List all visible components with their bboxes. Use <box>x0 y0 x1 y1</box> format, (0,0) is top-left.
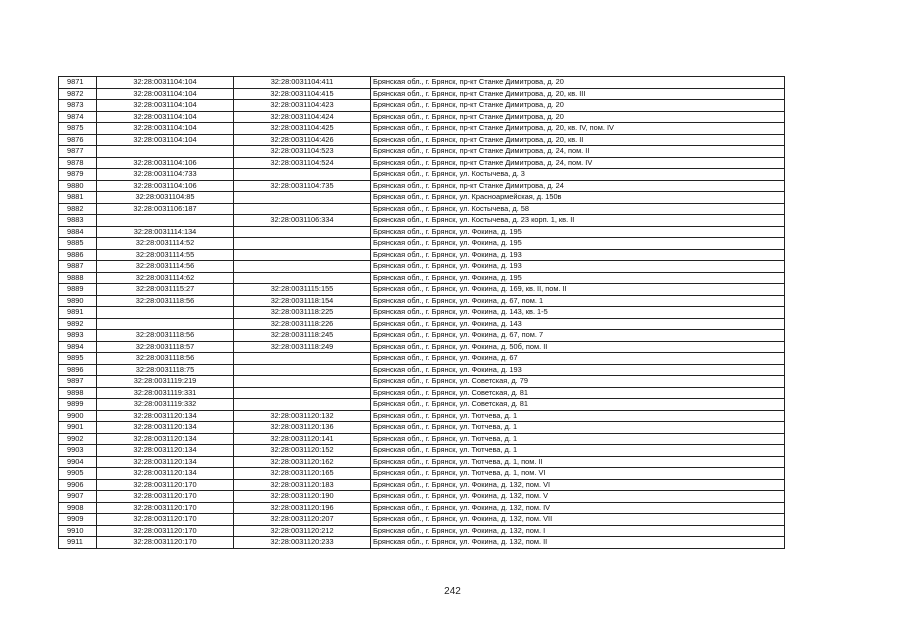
object-cadastral-number-cell: 32:28:0031104:426 <box>234 134 371 146</box>
land-cadastral-number-cell: 32:28:0031119:331 <box>97 387 234 399</box>
object-cadastral-number-cell: 32:28:0031118:249 <box>234 341 371 353</box>
address-cell: Брянская обл., г. Брянск, ул. Фокина, д. 132, пом. I <box>371 525 785 537</box>
table-row <box>59 433 785 445</box>
address-cell: Брянская обл., г. Брянск, ул. Советская, д. 81 <box>371 387 785 399</box>
address-cell: Брянская обл., г. Брянск, пр-кт Станке Димитрова, д. 20, кв. III <box>371 88 785 100</box>
land-cadastral-number-cell: 32:28:0031120:134 <box>97 410 234 422</box>
land-cadastral-number-cell: 32:28:0031104:104 <box>97 123 234 135</box>
object-cadastral-number-cell <box>234 249 371 261</box>
land-cadastral-number-cell <box>97 146 234 158</box>
table-row <box>59 537 785 549</box>
address-cell: Брянская обл., г. Брянск, пр-кт Станке Димитрова, д. 20, кв. IV, пом. IV <box>371 123 785 135</box>
table-row <box>59 100 785 112</box>
object-cadastral-number-cell: 32:28:0031104:735 <box>234 180 371 192</box>
object-cadastral-number-cell: 32:28:0031104:524 <box>234 157 371 169</box>
table-row <box>59 399 785 411</box>
address-cell: Брянская обл., г. Брянск, ул. Фокина, д. 143, кв. 1-5 <box>371 307 785 319</box>
object-cadastral-number-cell: 32:28:0031120:136 <box>234 422 371 434</box>
table-row <box>59 111 785 123</box>
table-row <box>59 272 785 284</box>
row-number-cell: 9890 <box>59 295 97 307</box>
row-number-cell: 9878 <box>59 157 97 169</box>
row-number-cell: 9875 <box>59 123 97 135</box>
object-cadastral-number-cell: 32:28:0031120:165 <box>234 468 371 480</box>
table-row <box>59 77 785 89</box>
object-cadastral-number-cell <box>234 169 371 181</box>
address-cell: Брянская обл., г. Брянск, ул. Фокина, д. 193 <box>371 249 785 261</box>
land-cadastral-number-cell: 32:28:0031114:52 <box>97 238 234 250</box>
table-row <box>59 514 785 526</box>
land-cadastral-number-cell: 32:28:0031104:104 <box>97 111 234 123</box>
row-number-cell: 9886 <box>59 249 97 261</box>
object-cadastral-number-cell: 32:28:0031120:212 <box>234 525 371 537</box>
land-cadastral-number-cell: 32:28:0031104:104 <box>97 77 234 89</box>
address-cell: Брянская обл., г. Брянск, ул. Костычева, д. 58 <box>371 203 785 215</box>
object-cadastral-number-cell: 32:28:0031104:424 <box>234 111 371 123</box>
address-cell: Брянская обл., г. Брянск, ул. Фокина, д. 132, пом. IV <box>371 502 785 514</box>
object-cadastral-number-cell <box>234 387 371 399</box>
land-cadastral-number-cell: 32:28:0031104:104 <box>97 134 234 146</box>
table-row <box>59 284 785 296</box>
address-cell: Брянская обл., г. Брянск, ул. Тютчева, д. 1, пом. II <box>371 456 785 468</box>
row-number-cell: 9909 <box>59 514 97 526</box>
object-cadastral-number-cell <box>234 261 371 273</box>
object-cadastral-number-cell <box>234 272 371 284</box>
object-cadastral-number-cell <box>234 203 371 215</box>
object-cadastral-number-cell: 32:28:0031120:207 <box>234 514 371 526</box>
table-row <box>59 364 785 376</box>
land-cadastral-number-cell <box>97 307 234 319</box>
table-row <box>59 318 785 330</box>
land-cadastral-number-cell: 32:28:0031106:187 <box>97 203 234 215</box>
row-number-cell: 9900 <box>59 410 97 422</box>
table-row <box>59 169 785 181</box>
table-row <box>59 353 785 365</box>
land-cadastral-number-cell: 32:28:0031115:27 <box>97 284 234 296</box>
address-cell: Брянская обл., г. Брянск, ул. Фокина, д. 132, пом. VII <box>371 514 785 526</box>
row-number-cell: 9894 <box>59 341 97 353</box>
land-cadastral-number-cell: 32:28:0031120:170 <box>97 479 234 491</box>
row-number-cell: 9881 <box>59 192 97 204</box>
table-row <box>59 249 785 261</box>
object-cadastral-number-cell: 32:28:0031120:152 <box>234 445 371 457</box>
address-cell: Брянская обл., г. Брянск, ул. Костычева, д. 23 корп. 1, кв. II <box>371 215 785 227</box>
table-row <box>59 376 785 388</box>
table-row <box>59 330 785 342</box>
table-body <box>59 77 785 549</box>
row-number-cell: 9903 <box>59 445 97 457</box>
table-row <box>59 192 785 204</box>
row-number-cell: 9887 <box>59 261 97 273</box>
table-row <box>59 468 785 480</box>
address-cell: Брянская обл., г. Брянск, ул. Фокина, д. 67, пом. 1 <box>371 295 785 307</box>
address-cell: Брянская обл., г. Брянск, ул. Советская, д. 81 <box>371 399 785 411</box>
row-number-cell: 9884 <box>59 226 97 238</box>
address-cell: Брянская обл., г. Брянск, пр-кт Станке Димитрова, д. 20, кв. II <box>371 134 785 146</box>
row-number-cell: 9907 <box>59 491 97 503</box>
table-row <box>59 387 785 399</box>
table-row <box>59 341 785 353</box>
table-row <box>59 157 785 169</box>
land-cadastral-number-cell: 32:28:0031120:134 <box>97 468 234 480</box>
row-number-cell: 9872 <box>59 88 97 100</box>
address-cell: Брянская обл., г. Брянск, ул. Фокина, д. 193 <box>371 261 785 273</box>
table-row <box>59 146 785 158</box>
row-number-cell: 9871 <box>59 77 97 89</box>
address-cell: Брянская обл., г. Брянск, ул. Фокина, д. 132, пом. V <box>371 491 785 503</box>
row-number-cell: 9888 <box>59 272 97 284</box>
table-row <box>59 203 785 215</box>
address-cell: Брянская обл., г. Брянск, ул. Тютчева, д. 1 <box>371 410 785 422</box>
row-number-cell: 9899 <box>59 399 97 411</box>
row-number-cell: 9874 <box>59 111 97 123</box>
land-cadastral-number-cell: 32:28:0031120:170 <box>97 491 234 503</box>
row-number-cell: 9873 <box>59 100 97 112</box>
object-cadastral-number-cell: 32:28:0031104:415 <box>234 88 371 100</box>
object-cadastral-number-cell: 32:28:0031120:132 <box>234 410 371 422</box>
table-row <box>59 123 785 135</box>
land-cadastral-number-cell: 32:28:0031104:104 <box>97 88 234 100</box>
table-row <box>59 134 785 146</box>
row-number-cell: 9891 <box>59 307 97 319</box>
land-cadastral-number-cell: 32:28:0031120:134 <box>97 456 234 468</box>
table-row <box>59 215 785 227</box>
land-cadastral-number-cell: 32:28:0031120:134 <box>97 445 234 457</box>
address-cell: Брянская обл., г. Брянск, ул. Фокина, д. 132, пом. VI <box>371 479 785 491</box>
object-cadastral-number-cell: 32:28:0031118:154 <box>234 295 371 307</box>
table-row <box>59 226 785 238</box>
address-cell: Брянская обл., г. Брянск, ул. Фокина, д. 132, пом. II <box>371 537 785 549</box>
land-cadastral-number-cell: 32:28:0031119:219 <box>97 376 234 388</box>
address-cell: Брянская обл., г. Брянск, ул. Костычева, д. 3 <box>371 169 785 181</box>
object-cadastral-number-cell: 32:28:0031118:226 <box>234 318 371 330</box>
object-cadastral-number-cell <box>234 226 371 238</box>
land-cadastral-number-cell <box>97 215 234 227</box>
row-number-cell: 9895 <box>59 353 97 365</box>
land-cadastral-number-cell: 32:28:0031104:104 <box>97 100 234 112</box>
row-number-cell: 9901 <box>59 422 97 434</box>
row-number-cell: 9896 <box>59 364 97 376</box>
object-cadastral-number-cell <box>234 376 371 388</box>
object-cadastral-number-cell: 32:28:0031118:225 <box>234 307 371 319</box>
address-cell: Брянская обл., г. Брянск, ул. Тютчева, д. 1 <box>371 433 785 445</box>
address-cell: Брянская обл., г. Брянск, ул. Тютчева, д. 1 <box>371 422 785 434</box>
address-cell: Брянская обл., г. Брянск, пр-кт Станке Димитрова, д. 24, пом. II <box>371 146 785 158</box>
address-cell: Брянская обл., г. Брянск, ул. Фокина, д. 50б, пом. II <box>371 341 785 353</box>
address-cell: Брянская обл., г. Брянск, пр-кт Станке Димитрова, д. 20 <box>371 111 785 123</box>
address-cell: Брянская обл., г. Брянск, ул. Фокина, д. 195 <box>371 238 785 250</box>
object-cadastral-number-cell: 32:28:0031104:523 <box>234 146 371 158</box>
address-cell: Брянская обл., г. Брянск, ул. Тютчева, д. 1 <box>371 445 785 457</box>
object-cadastral-number-cell: 32:28:0031115:155 <box>234 284 371 296</box>
row-number-cell: 9877 <box>59 146 97 158</box>
table-row <box>59 479 785 491</box>
land-cadastral-number-cell: 32:28:0031118:57 <box>97 341 234 353</box>
object-cadastral-number-cell: 32:28:0031120:183 <box>234 479 371 491</box>
land-cadastral-number-cell: 32:28:0031114:55 <box>97 249 234 261</box>
land-cadastral-number-cell: 32:28:0031118:75 <box>97 364 234 376</box>
land-cadastral-number-cell: 32:28:0031114:62 <box>97 272 234 284</box>
row-number-cell: 9897 <box>59 376 97 388</box>
table-row <box>59 491 785 503</box>
object-cadastral-number-cell: 32:28:0031104:423 <box>234 100 371 112</box>
land-cadastral-number-cell: 32:28:0031114:56 <box>97 261 234 273</box>
land-cadastral-number-cell: 32:28:0031104:85 <box>97 192 234 204</box>
table-row <box>59 180 785 192</box>
table-row <box>59 410 785 422</box>
object-cadastral-number-cell: 32:28:0031104:425 <box>234 123 371 135</box>
object-cadastral-number-cell <box>234 238 371 250</box>
table-row <box>59 261 785 273</box>
address-cell: Брянская обл., г. Брянск, ул. Фокина, д. 67, пом. 7 <box>371 330 785 342</box>
object-cadastral-number-cell: 32:28:0031120:196 <box>234 502 371 514</box>
object-cadastral-number-cell: 32:28:0031120:190 <box>234 491 371 503</box>
object-cadastral-number-cell <box>234 399 371 411</box>
row-number-cell: 9889 <box>59 284 97 296</box>
table-row <box>59 238 785 250</box>
row-number-cell: 9879 <box>59 169 97 181</box>
table-row <box>59 456 785 468</box>
land-cadastral-number-cell: 32:28:0031118:56 <box>97 353 234 365</box>
land-cadastral-number-cell: 32:28:0031120:170 <box>97 514 234 526</box>
address-cell: Брянская обл., г. Брянск, ул. Фокина, д. 143 <box>371 318 785 330</box>
table-row <box>59 525 785 537</box>
object-cadastral-number-cell: 32:28:0031118:245 <box>234 330 371 342</box>
row-number-cell: 9910 <box>59 525 97 537</box>
row-number-cell: 9885 <box>59 238 97 250</box>
address-cell: Брянская обл., г. Брянск, ул. Тютчева, д. 1, пом. VI <box>371 468 785 480</box>
address-cell: Брянская обл., г. Брянск, пр-кт Станке Димитрова, д. 24, пом. IV <box>371 157 785 169</box>
land-cadastral-number-cell: 32:28:0031120:170 <box>97 525 234 537</box>
object-cadastral-number-cell: 32:28:0031104:411 <box>234 77 371 89</box>
row-number-cell: 9902 <box>59 433 97 445</box>
row-number-cell: 9904 <box>59 456 97 468</box>
land-cadastral-number-cell: 32:28:0031114:134 <box>97 226 234 238</box>
row-number-cell: 9911 <box>59 537 97 549</box>
row-number-cell: 9876 <box>59 134 97 146</box>
land-cadastral-number-cell: 32:28:0031119:332 <box>97 399 234 411</box>
row-number-cell: 9892 <box>59 318 97 330</box>
table-row <box>59 445 785 457</box>
address-cell: Брянская обл., г. Брянск, пр-кт Станке Димитрова, д. 24 <box>371 180 785 192</box>
land-cadastral-number-cell: 32:28:0031104:106 <box>97 180 234 192</box>
address-cell: Брянская обл., г. Брянск, ул. Фокина, д. 195 <box>371 272 785 284</box>
address-cell: Брянская обл., г. Брянск, ул. Фокина, д. 195 <box>371 226 785 238</box>
address-cell: Брянская обл., г. Брянск, ул. Фокина, д. 67 <box>371 353 785 365</box>
land-cadastral-number-cell: 32:28:0031120:134 <box>97 433 234 445</box>
object-cadastral-number-cell: 32:28:0031120:233 <box>234 537 371 549</box>
object-cadastral-number-cell: 32:28:0031120:141 <box>234 433 371 445</box>
address-cell: Брянская обл., г. Брянск, пр-кт Станке Димитрова, д. 20 <box>371 100 785 112</box>
row-number-cell: 9908 <box>59 502 97 514</box>
object-cadastral-number-cell <box>234 353 371 365</box>
land-cadastral-number-cell: 32:28:0031104:733 <box>97 169 234 181</box>
address-cell: Брянская обл., г. Брянск, ул. Красноармейская, д. 150в <box>371 192 785 204</box>
object-cadastral-number-cell <box>234 192 371 204</box>
page-number: 242 <box>444 586 461 597</box>
cadastral-table <box>58 76 785 549</box>
address-cell: Брянская обл., г. Брянск, ул. Фокина, д. 193 <box>371 364 785 376</box>
row-number-cell: 9883 <box>59 215 97 227</box>
object-cadastral-number-cell: 32:28:0031106:334 <box>234 215 371 227</box>
row-number-cell: 9905 <box>59 468 97 480</box>
land-cadastral-number-cell: 32:28:0031118:56 <box>97 295 234 307</box>
table-row <box>59 422 785 434</box>
object-cadastral-number-cell <box>234 364 371 376</box>
address-cell: Брянская обл., г. Брянск, ул. Советская, д. 79 <box>371 376 785 388</box>
row-number-cell: 9880 <box>59 180 97 192</box>
land-cadastral-number-cell: 32:28:0031120:170 <box>97 537 234 549</box>
table-row <box>59 502 785 514</box>
address-cell: Брянская обл., г. Брянск, пр-кт Станке Димитрова, д. 20 <box>371 77 785 89</box>
land-cadastral-number-cell: 32:28:0031120:170 <box>97 502 234 514</box>
object-cadastral-number-cell: 32:28:0031120:162 <box>234 456 371 468</box>
land-cadastral-number-cell: 32:28:0031120:134 <box>97 422 234 434</box>
row-number-cell: 9882 <box>59 203 97 215</box>
table-row <box>59 307 785 319</box>
land-cadastral-number-cell: 32:28:0031118:56 <box>97 330 234 342</box>
address-cell: Брянская обл., г. Брянск, ул. Фокина, д. 169, кв. II, пом. II <box>371 284 785 296</box>
table-row <box>59 295 785 307</box>
table-row <box>59 88 785 100</box>
row-number-cell: 9898 <box>59 387 97 399</box>
land-cadastral-number-cell <box>97 318 234 330</box>
land-cadastral-number-cell: 32:28:0031104:106 <box>97 157 234 169</box>
row-number-cell: 9893 <box>59 330 97 342</box>
row-number-cell: 9906 <box>59 479 97 491</box>
